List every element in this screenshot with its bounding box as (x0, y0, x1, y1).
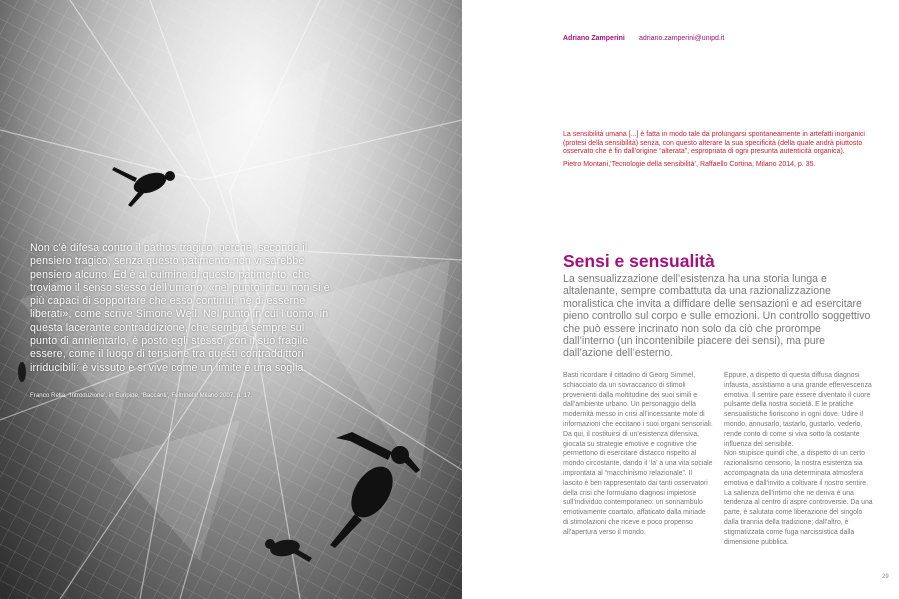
figure-edge (18, 362, 26, 382)
epigraph-source: Pietro Montani,‘Tecnologie della sensibilità’, Raffaello Cortina, Milano 2014, p. 35. (563, 160, 816, 168)
right-page (462, 0, 899, 599)
body-paragraph: Non stupisce quindi che, a dispetto di un certo razionalismo censorio, la nostra esistenza sia accompagnata da una determinata atmosfera emotiva e dall’invito a coltivare il nostro sentire. La salienza dell’intimo che ne deriva è una tendenza al centro di aspre controversie. Da una parte, è salutata come liberazione del singolo dalla tirannia della tradizione; dall’altro, è stigmatizzata come fuga narcissistica dalla dimensione pubblica. (724, 450, 873, 546)
left-citation: Franco Rella, ‘Introduzione’, in Euripide, ‘Baccanti’, Feltrinelli, Milano 2007, p. 17. (30, 392, 253, 399)
body-paragraph: Eppure, a dispetto di questa diffusa diagnosi infausta, assistiamo a una grande effervescenza emotiva. Il sentire pare essere diventato il cuore pulsante della nostra società. E le pratiche sensualistiche fioriscono in ogni dove. Udire il mondo, annusarlo, tastarlo, gustarlo, vederlo, rende conto di come si viva sotto la costante influenza del sensibile. (724, 372, 872, 448)
left-quote (30, 242, 330, 375)
body-column-right (724, 371, 874, 547)
left-quote-text: Non c’è difesa contro il pathos tragico, perché, secondo il pensiero tragico, senza questo patimento non vi sarebbe pensiero alcuno. Ed è al culmine di questo patimento, che troviamo il senso stesso dell’umano: «nel punto in cui non si è più capaci di sopportare che esso continui, né di esserne liberati», come scrive Simone Weil. Nel punto in cui l’uomo, in questa lacerante contraddizione, che sembra sempre sul punto di annientarlo, è posto egli stesso, con il suo fragile essere, come il luogo di tensione tra questi contraddittori irriducibili: è vissuto e si vive come un limite e una soglia. (30, 242, 330, 374)
epigraph-text: La sensibilità umana [...] è fatta in modo tale da prolungarsi spontaneamente in artefatti inorganici (protesi della sensibilità) senza, con questo alterare la sua specificità (della quale andrà piuttosto osservato che è fin dall’origine “alterata”, espropriata di ogni presunta autenticità organica). (563, 131, 865, 156)
page-number: 29 (882, 574, 889, 580)
author-name: Adriano Zamperini (563, 35, 625, 42)
section-heading: Sensi e sensualità (563, 251, 715, 271)
author-email[interactable]: adriano.zamperini@unipd.it (639, 35, 725, 42)
lead-paragraph: La sensualizzazione dell’esistenza ha una storia lunga e altalenante, sempre combattuta da una razionalizzazione moralistica che invita a diffidare delle sensazioni e ad esercitare pieno controllo sul corpo e sulle emozioni. Un controllo soggettivo che può essere incrinato non solo da ciò che prorompe dall’interno (un incontenibile piacere dei sensi), ma pure dall’azione dell’esterno. (563, 273, 871, 360)
epigraph (563, 131, 873, 169)
body-paragraph: Basti ricordare il cittadino di Georg Simmel, schiacciato da un sovraccarico di stimoli provenienti dalla moltitudine dei suoi simili e dall’ambiente urbano. Un personaggio della modernità messo in crisi all’incessante mole di informazioni che eccitano i suoi organi sensoriali. Da qui, il costituirsi di un’esistenza difensiva, giocata su strategie emotive e cognitive che permettono di esercitare distacco rispetto al mondo circostante, dando il ‘la’ a una vita sociale improntata al “macchinismo relazionale”. Il lascito è ben rappresentato dai tanti osservatori della crisi che formulano diagnosi impietose sull’individuo contemporaneo: un sonnambulo emotivamente coartato, affaticato dalla miriade di stimolazioni che riceve e poco propenso all’apertura verso il mondo. (563, 372, 713, 536)
body-column-left (563, 371, 713, 538)
